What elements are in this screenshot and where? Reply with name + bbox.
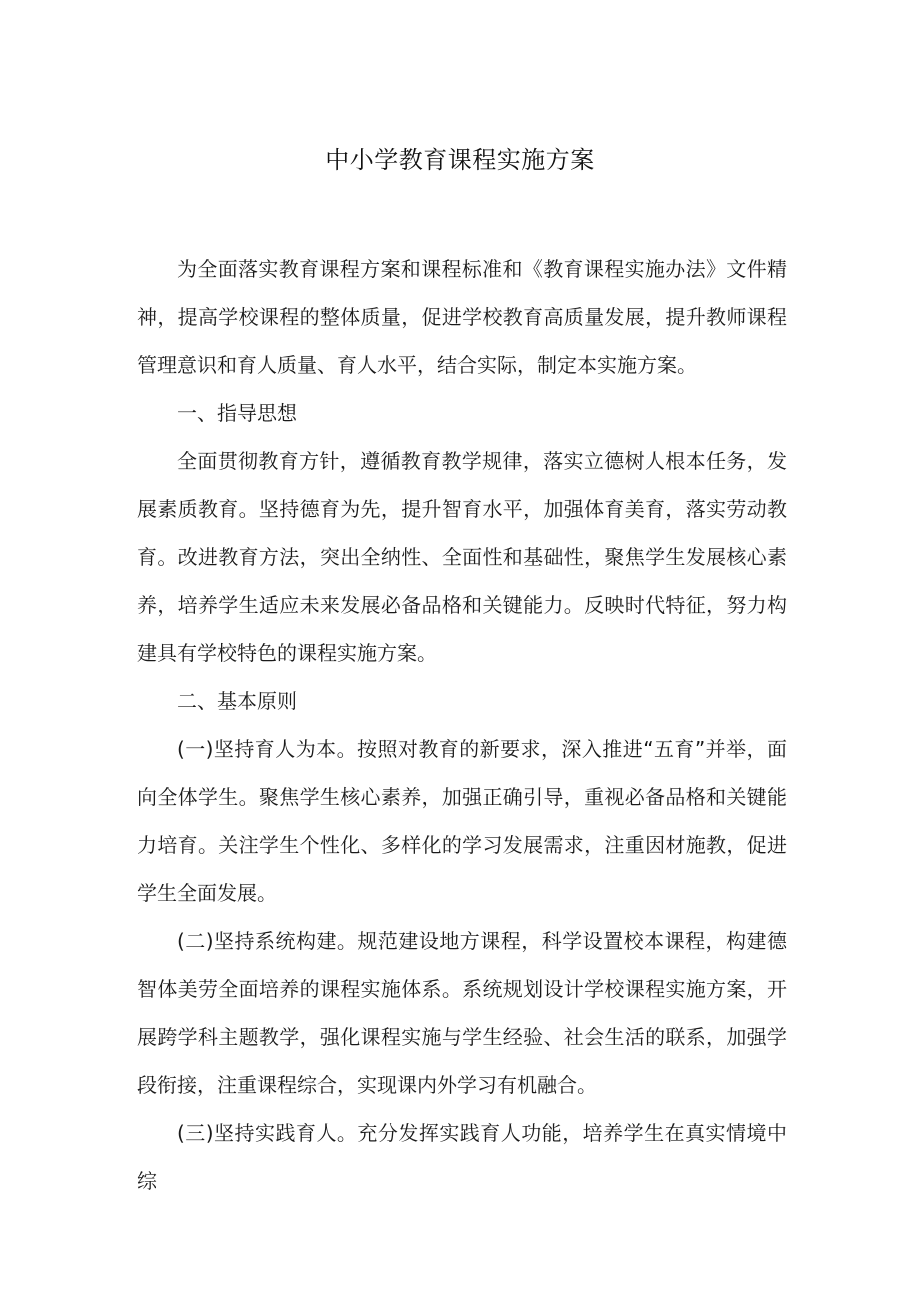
principle-2-paragraph: (二)坚持系统构建。规范建设地方课程，科学设置校本课程，构建德智体美劳全面培养的课程实施体系。系统规划设计学校课程实施方案，开展跨学科主题教学，强化课程实施与学生经验、社会生活的联系，加强学段衔接，注重课程综合，实现课内外学习有机融合。 (137, 929, 787, 1097)
principle-1-paragraph: (一)坚持育人为本。按照对教育的新要求，深入推进“五育”并举，面向全体学生。聚焦学生核心素养，加强正确引导，重视必备品格和关键能力培育。关注学生个性化、多样化的学习发展需求，注重因材施教，促进学生全面发展。 (137, 737, 787, 905)
guiding-ideology-paragraph: 全面贯彻教育方针，遵循教育教学规律，落实立德树人根本任务，发展素质教育。坚持德育为先，提升智育水平，加强体育美育，落实劳动教育。改进教育方法，突出全纳性、全面性和基础性，聚焦学生发展核心素养，培养学生适应未来发展必备品格和关键能力。反映时代特征，努力构建具有学校特色的课程实施方案。 (137, 449, 787, 665)
document-title: 中小学教育课程实施方案 (325, 146, 595, 174)
intro-paragraph: 为全面落实教育课程方案和课程标准和《教育课程实施办法》文件精神，提高学校课程的整体质量，促进学校教育高质量发展，提升教师课程管理意识和育人质量、育人水平，结合实际，制定本实施方案。 (137, 257, 787, 377)
section-heading-basic-principles: 二、基本原则 (177, 689, 297, 713)
section-heading-guiding-ideology: 一、指导思想 (177, 401, 297, 425)
principle-3-paragraph: (三)坚持实践育人。充分发挥实践育人功能，培养学生在真实情境中综 (137, 1121, 787, 1193)
document-body (137, 245, 787, 1205)
